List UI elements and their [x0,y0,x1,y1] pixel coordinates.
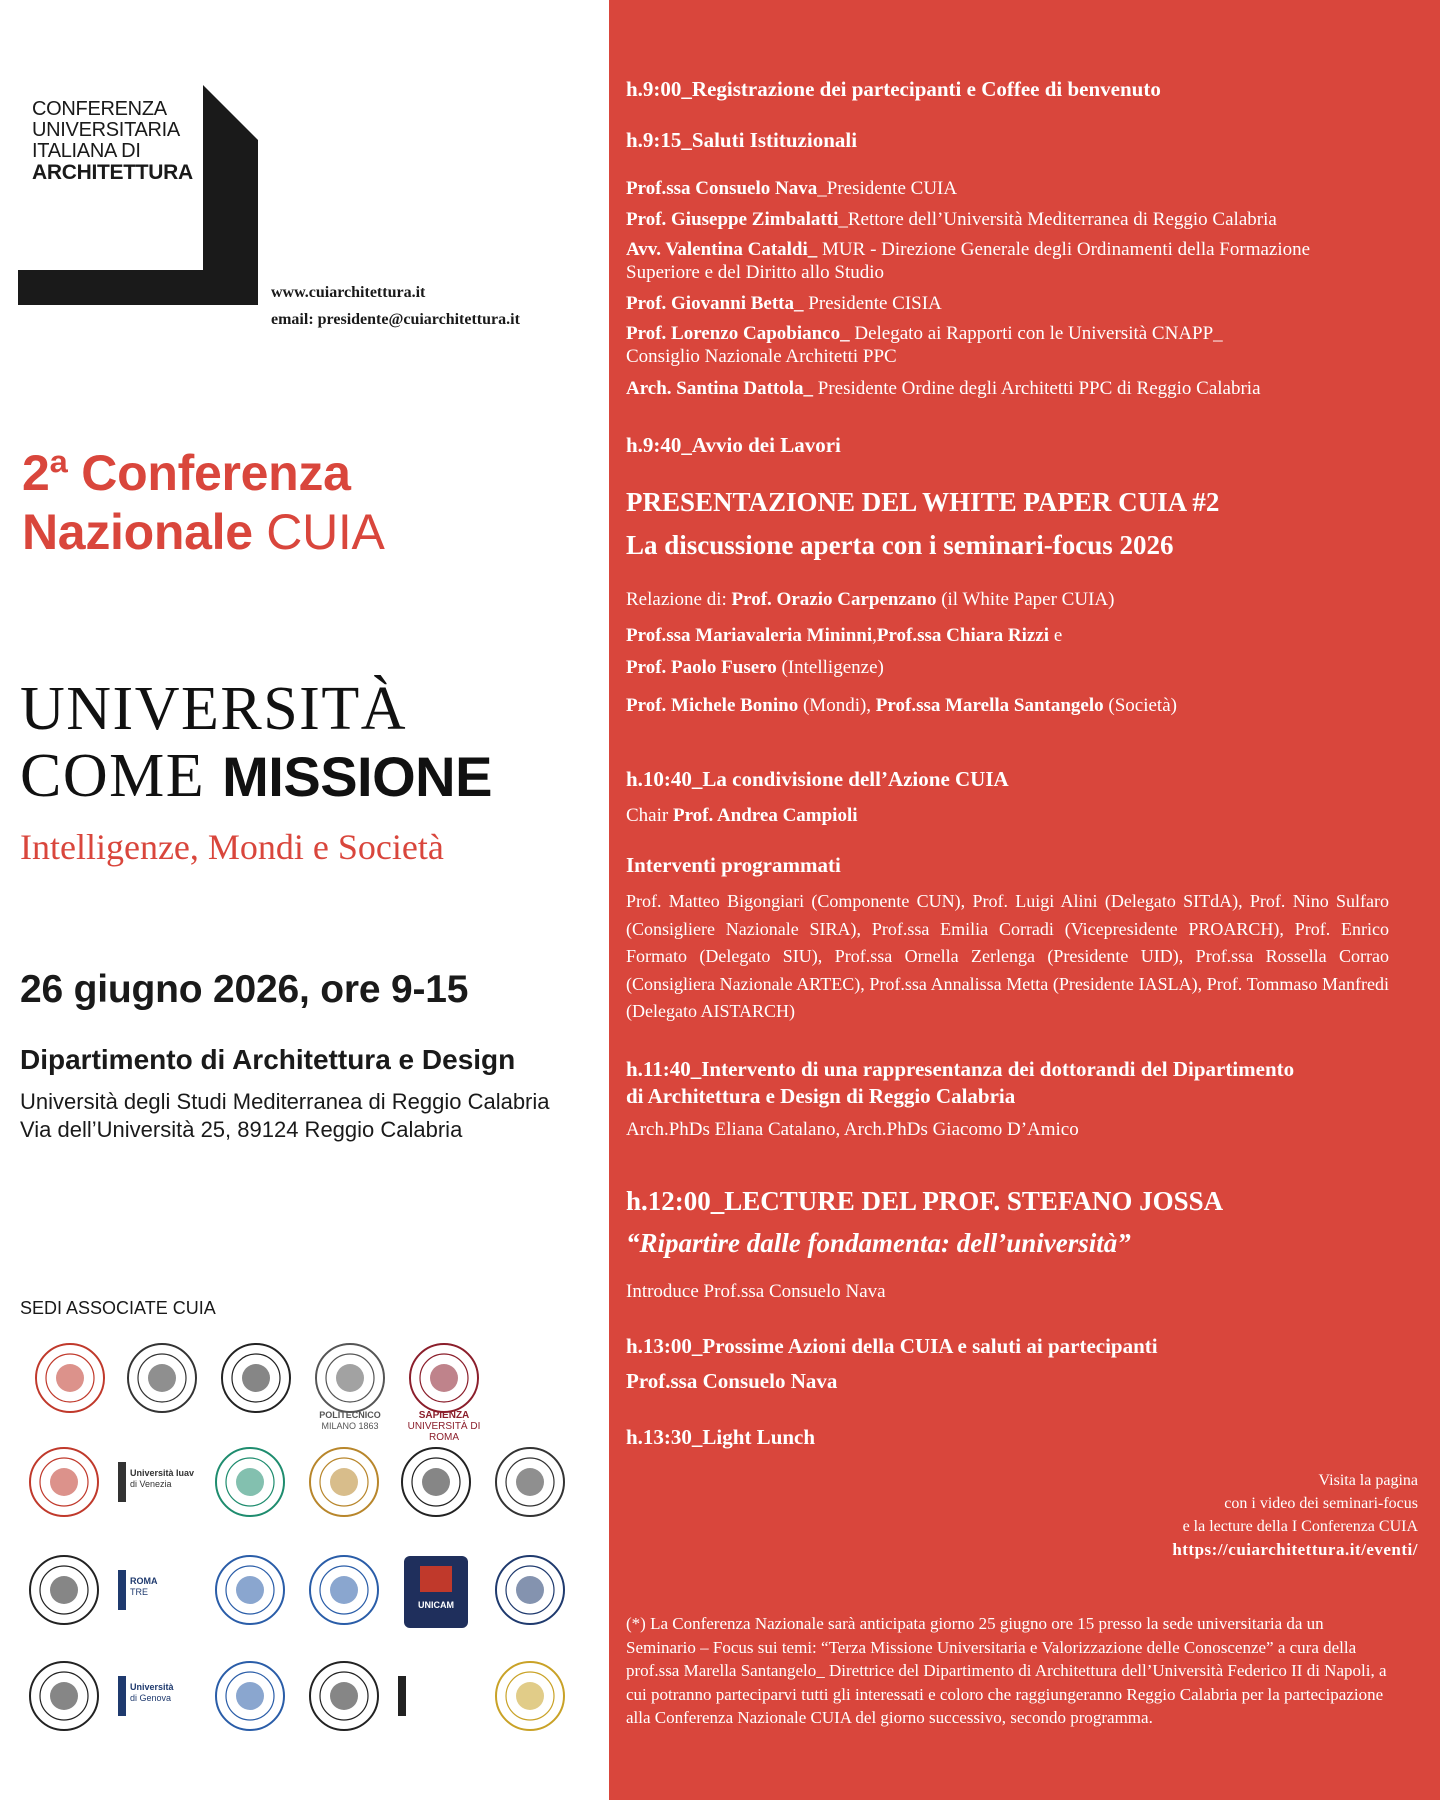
basilicata-seal-logo [208,1658,292,1742]
logo-caption: ROMA [130,1576,158,1586]
greeting-name: Arch. Santina Dattola_ [626,378,814,399]
greeting-name: Avv. Valentina Cataldi_ [626,239,818,260]
milano-seal-logo [308,1340,392,1431]
schedule-item-1300: h.13:00_Prossime Azioni della CUIA e saluti ai partecipanti [626,1334,1158,1358]
greeting-item [626,377,1261,400]
logo-line: ITALIANA DI [32,140,141,162]
phd-speakers: Arch.PhDs Eliana Catalano, Arch.PhDs Giacomo D’Amico [626,1119,1079,1140]
greeting-item [626,292,942,315]
sassari-seal-logo [22,1658,106,1742]
mediterranea-seal-logo [302,1444,386,1528]
greeting-role: _Presidente CUIA [817,178,958,199]
bologna-seal [28,1340,112,1424]
lecture-title: h.12:00_LECTURE DEL PROF. STEFANO JOSSA [626,1186,1224,1216]
speaker-name: Prof.ssa Chiara Rizzi [876,625,1050,646]
mediterranea-seal [302,1444,386,1528]
speaker-name: Prof.ssa Marella Santangelo [875,695,1104,716]
napoli-seal-logo [302,1552,386,1636]
greeting-name: Prof. Giuseppe Zimbalatti [626,209,839,230]
napoli-seal [302,1552,386,1636]
schedule-item-0940: h.9:40_Avvio dei Lavori [626,433,841,457]
greeting-role: Presidente CISIA [803,293,942,314]
romatre-mark-logo [114,1552,198,1636]
main-subtitle: Intelligenze, Mondi e Società [20,827,444,867]
white-paper-speaker [626,694,1177,717]
greeting-role: Presidente Ordine degli Architetti PPC di Reggio Calabria [813,378,1261,399]
closing-speaker: Prof.ssa Consuelo Nava [626,1369,838,1393]
chair-name: Prof. Andrea Campioli [672,805,858,826]
speaker-prefix: Relazione di: [626,589,732,610]
greeting-item [626,238,1310,284]
logo-caption: Università Iuav [130,1468,195,1478]
white-paper-subtitle: La discussione aperta con i seminari-focus 2026 [626,530,1174,560]
main-title-missione: MISSIONE [222,745,492,808]
sapienza-seal-logo [402,1340,486,1443]
program-column [609,0,1440,1800]
pavia-seal [488,1552,572,1636]
speaker-conj: e [1049,625,1063,646]
logo-caption: Università [130,1682,174,1692]
greeting-role: MUR - Direzione Generale degli Ordinamenti della Formazione [817,239,1311,260]
greeting-role-cont: Superiore e del Diritto allo Studio [626,262,885,283]
catania-seal-logo [302,1658,386,1742]
conference-title-line1: 2ª Conferenza [22,445,351,501]
greeting-name: Prof. Giovanni Betta_ [626,293,804,314]
palermo-seal-logo [394,1444,478,1528]
chair-line [626,804,858,827]
footnote: (*) La Conferenza Nazionale sarà anticipata giorno 25 giugno ore 15 presso la sede universitaria da un Seminario – Focus sui temi: “Terza Missione Universitaria e Valorizzazione delle Conoscenze” a cura della prof.ssa Marella Santangelo_ Direttrice del Dipartimento di Architettura dell’Università Federico II di Napoli, a cui potranno parteciparvi tutti gli interessati e coloro che raggiungeranno Reggio Calabria per la partecipazione alla Conferenza Nazionale CUIA del giorno successivo, secondo programma. [626,1614,1387,1727]
unicam-shield [394,1552,478,1636]
email-link[interactable]: email: presidente@cuiarchitettura.it [271,311,520,328]
greeting-role-cont: Consiglio Nazionale Architetti PPC [626,346,897,367]
schedule-item-1140-line2: di Architettura e Design di Reggio Calabria [626,1084,1016,1108]
pavia-seal-logo [488,1552,572,1636]
interventi-heading: Interventi programmati [626,853,841,877]
greeting-item [626,322,1223,368]
ferrara-seal-logo [22,1552,106,1636]
torino-seal-logo [120,1340,204,1424]
speaker-separator: , [872,625,877,646]
bari-seal-logo [208,1444,292,1528]
lecture-quote: “Ripartire dalle fondamenta: dell’università” [626,1228,1131,1258]
greeting-item [626,208,1277,231]
schedule-item-0915: h.9:15_Saluti Istituzionali [626,128,858,152]
associated-logos-grid [22,1340,602,1750]
uda-seal-logo [208,1552,292,1636]
logo-caption: UNICAM [418,1600,454,1610]
speaker-topic: (Intelligenze) [776,657,884,678]
website-link[interactable]: www.cuiarchitettura.it [271,284,426,301]
address-line: Via dell’Università 25, 89124 Reggio Calabria [20,1117,463,1142]
address-line: Università degli Studi Mediterranea di Reggio Calabria [20,1089,550,1114]
visit-line: Visita la pagina [1318,1472,1418,1489]
greeting-role: _Rettore dell’Università Mediterranea di Reggio Calabria [838,209,1277,230]
cuia-logo-text [32,99,193,183]
ferrara-seal [22,1552,106,1636]
logo-caption-2: di Genova [130,1693,172,1703]
greeting-name: Prof. Lorenzo Capobianco_ [626,323,850,344]
parma-seal [488,1658,572,1742]
genova-red-seal-logo [22,1444,106,1528]
iuav-mark-logo [114,1444,198,1528]
lecture-intro: Introduce Prof.ssa Consuelo Nava [626,1281,886,1302]
conference-title-bold: Nazionale [22,504,253,560]
visit-line: e la lecture della I Conferenza CUIA [1182,1518,1418,1535]
logo-caption-2: TRE [130,1587,148,1597]
schedule-item-1140 [626,1056,1294,1110]
logo-caption-2: MILANO 1863 [321,1421,379,1431]
logo-line: CONFERENZA [32,98,167,120]
visit-line: con i video dei seminari-focus [1224,1495,1418,1512]
events-link[interactable]: https://cuiarchitettura.it/eventi/ [1172,1540,1418,1559]
speaker-topic: (il White Paper CUIA) [936,589,1115,610]
schedule-item-1330: h.13:30_Light Lunch [626,1425,816,1449]
logo-caption-2: UNIVERSITÀ DI ROMA [407,1421,481,1443]
uda-seal [208,1552,292,1636]
speaker-name: Prof. Orazio Carpenzano [731,589,937,610]
event-department: Dipartimento di Architettura e Design [20,1044,516,1075]
chair-prefix: Chair [626,805,673,826]
genova-red-seal [22,1444,106,1528]
cagliari-seal-logo [488,1444,572,1528]
parma-seal-logo [488,1658,572,1742]
main-title [20,676,492,810]
greeting-item [626,177,957,200]
logo-caption-2: di Venezia [130,1479,172,1489]
contacts [271,279,520,333]
cagliari-seal [488,1444,572,1528]
logo-line: ARCHITETTURA [32,161,193,184]
left-column [0,0,609,1800]
white-paper-speaker [626,656,884,679]
speaker-topic: (Società) [1103,695,1177,716]
logo-line: UNIVERSITARIA [32,119,180,141]
associated-label: SEDI ASSOCIATE CUIA [20,1298,216,1318]
firenze-seal [214,1340,298,1424]
firenze-seal-logo [214,1340,298,1424]
logo-caption: POLITECNICO [319,1410,381,1420]
interventi-list: Prof. Matteo Bigongiari (Componente CUN), Prof. Luigi Alini (Delegato SITdA), Prof. Nino Sulfaro (Consigliere Nazionale SIRA), Prof.ssa Emilia Corradi (Vicepresidente PROARCH), Prof. Enrico Formato (Delegato SIU), Prof.ssa Ornella Zerlenga (Presidente UID), Prof.ssa Rossella Corrao (Consigliera Nazionale ARTEC), Prof.ssa Annalissa Metta (Presidente IASLA), Prof. Tommaso Manfredi (Delegato AISTARCH) [626,891,1389,1021]
white-paper-title: PRESENTAZIONE DEL WHITE PAPER CUIA #2 [626,487,1220,517]
torino-seal [120,1340,204,1424]
bari-seal [208,1444,292,1528]
speaker-name: Prof. Paolo Fusero [626,657,777,678]
event-date: 26 giugno 2026, ore 9-15 [20,968,469,1011]
sassari-seal [22,1658,106,1742]
visit-box [1172,1469,1418,1561]
vanvitelli-mark-logo [394,1658,478,1742]
main-title-line1: UNIVERSITÀ [20,675,407,743]
greeting-name: Prof.ssa Consuelo Nava [626,178,818,199]
schedule-item-0900: h.9:00_Registrazione dei partecipanti e Coffee di benvenuto [626,77,1161,101]
event-address [20,1088,550,1144]
genova-mark-logo [114,1658,198,1742]
white-paper-speaker [626,588,1114,611]
logo-caption: SAPIENZA [418,1410,470,1421]
schedule-item-1140-line1: h.11:40_Intervento di una rappresentanza dei dottorandi del Dipartimento [626,1057,1295,1081]
white-paper-speaker [626,624,1062,647]
palermo-seal [394,1444,478,1528]
greeting-role: Delegato ai Rapporti con le Università CNAPP_ [849,323,1223,344]
conference-title [22,444,385,562]
catania-seal [302,1658,386,1742]
vanvitelli-mark [394,1658,478,1742]
main-title-come: COME [20,742,206,810]
schedule-item-1040: h.10:40_La condivisione dell’Azione CUIA [626,767,1009,791]
basilicata-seal [208,1658,292,1742]
bologna-seal-logo [28,1340,112,1424]
speaker-topic: (Mondi), [798,695,876,716]
speaker-name: Prof. Michele Bonino [626,695,799,716]
speaker-name: Prof.ssa Mariavaleria Mininni [626,625,873,646]
unicam-shield-logo [394,1552,478,1636]
conference-title-light: CUIA [266,504,385,560]
